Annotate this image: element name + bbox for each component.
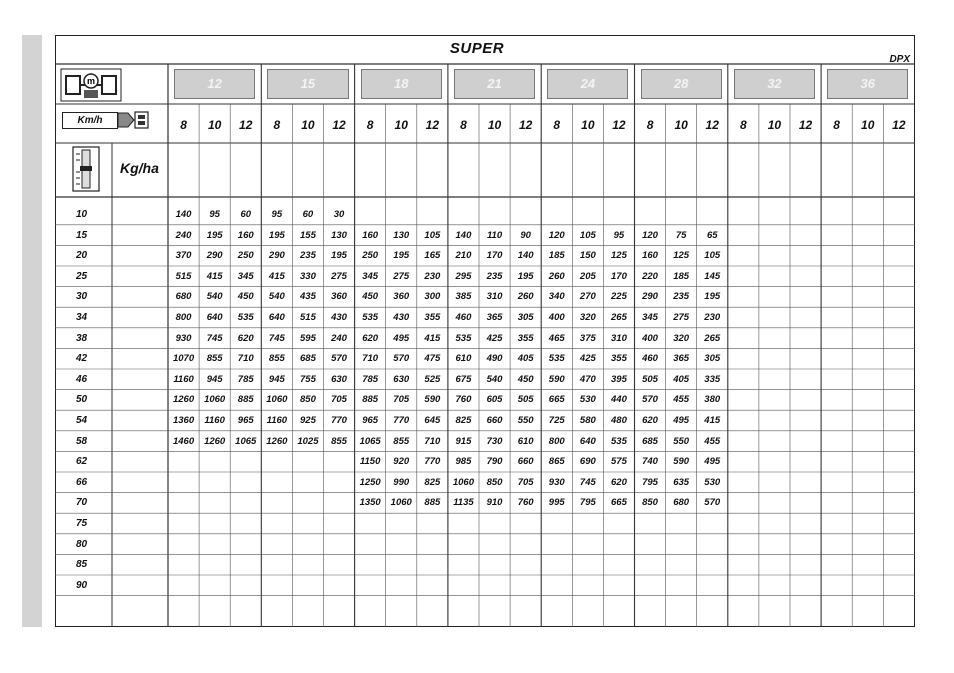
table-cell: 620 xyxy=(642,415,658,426)
table-cell: 300 xyxy=(424,291,441,303)
table-cell: 515 xyxy=(175,270,192,282)
table-cell: 710 xyxy=(362,353,379,365)
table-cell: 160 xyxy=(642,250,658,262)
table-cell: 105 xyxy=(424,229,441,241)
table-cell: 460 xyxy=(455,312,472,323)
table-cell: 220 xyxy=(642,270,658,282)
table-cell: 265 xyxy=(611,312,627,323)
table-cell: 740 xyxy=(642,456,658,468)
speed-header: 12 xyxy=(518,118,533,132)
table-cell: 230 xyxy=(704,312,721,323)
table-cell: 1460 xyxy=(172,435,195,447)
rate-unit-label: Kg/ha xyxy=(120,160,159,176)
table-cell: 425 xyxy=(486,332,503,344)
table-cell: 160 xyxy=(362,229,379,241)
table-cell: 275 xyxy=(331,270,347,282)
table-cell: 165 xyxy=(424,250,441,262)
table-cell: 340 xyxy=(548,291,565,303)
table-cell: 335 xyxy=(704,373,721,385)
table-cell: 795 xyxy=(642,476,658,488)
table-cell: 610 xyxy=(455,353,472,365)
speed-header: 12 xyxy=(892,118,906,132)
table-cell: 705 xyxy=(393,394,410,406)
table-cell: 425 xyxy=(579,353,596,365)
speed-header: 12 xyxy=(612,118,626,132)
table-cell: 30 xyxy=(333,209,345,220)
rate-row-label: 50 xyxy=(76,394,88,406)
speed-header: 10 xyxy=(207,118,222,132)
table-cell: 535 xyxy=(237,312,254,323)
table-cell: 130 xyxy=(393,229,410,241)
table-cell: 1150 xyxy=(359,456,381,468)
table-cell: 570 xyxy=(393,353,410,365)
speed-header: 10 xyxy=(394,118,408,132)
table-cell: 1250 xyxy=(359,476,381,488)
table-cell: 680 xyxy=(175,291,192,303)
table-cell: 265 xyxy=(704,332,721,344)
table-cell: 1260 xyxy=(204,435,226,447)
table-cell: 885 xyxy=(237,394,254,406)
table-cell: 590 xyxy=(673,456,690,468)
speed-header: 8 xyxy=(740,118,747,132)
table-cell: 800 xyxy=(175,312,192,323)
table-cell: 525 xyxy=(424,373,441,385)
table-cell: 770 xyxy=(424,456,441,468)
table-cell: 260 xyxy=(548,270,565,282)
table-cell: 160 xyxy=(237,229,254,241)
table-cell: 495 xyxy=(393,332,410,344)
table-cell: 370 xyxy=(175,250,192,262)
table-cell: 620 xyxy=(237,332,254,344)
table-cell: 755 xyxy=(300,373,316,385)
table-cell: 540 xyxy=(206,291,223,303)
table-cell: 355 xyxy=(611,353,627,365)
width-header-24: 24 xyxy=(547,69,628,99)
table-cell: 570 xyxy=(642,394,658,406)
table-cell: 705 xyxy=(517,476,534,488)
table-cell: 60 xyxy=(302,209,314,220)
table-cell: 320 xyxy=(579,312,596,323)
table-cell: 140 xyxy=(517,250,534,262)
table-cell: 915 xyxy=(455,435,472,447)
table-cell: 745 xyxy=(579,476,596,488)
speed-header: 12 xyxy=(798,118,813,132)
table-cell: 455 xyxy=(704,435,721,447)
rate-row-label: 15 xyxy=(76,229,88,241)
table-cell: 645 xyxy=(424,415,441,426)
table-cell: 710 xyxy=(237,353,254,365)
table-cell: 850 xyxy=(642,497,658,509)
svg-text:m: m xyxy=(86,76,96,86)
table-cell: 105 xyxy=(579,229,596,241)
table-cell: 535 xyxy=(548,353,565,365)
table-cell: 580 xyxy=(579,415,596,426)
table-cell: 515 xyxy=(300,312,316,323)
table-cell: 415 xyxy=(206,270,223,282)
table-cell: 965 xyxy=(362,415,379,426)
speed-header: 10 xyxy=(581,118,595,132)
table-cell: 450 xyxy=(362,291,379,303)
table-cell: 145 xyxy=(704,270,721,282)
table-cell: 65 xyxy=(706,229,718,241)
speed-header: 8 xyxy=(273,118,281,132)
table-cell: 305 xyxy=(517,312,534,323)
table-cell: 550 xyxy=(673,435,690,447)
table-cell: 540 xyxy=(486,373,503,385)
table-cell: 405 xyxy=(517,353,534,365)
table-cell: 365 xyxy=(673,353,690,365)
table-cell: 195 xyxy=(206,229,223,241)
table-cell: 825 xyxy=(424,476,441,488)
table-cell: 1135 xyxy=(453,497,474,509)
table-cell: 530 xyxy=(579,394,596,406)
table-cell: 75 xyxy=(675,229,687,241)
table-cell: 225 xyxy=(611,291,627,303)
table-cell: 360 xyxy=(393,291,410,303)
table-cell: 210 xyxy=(455,250,472,262)
table-cell: 690 xyxy=(579,456,596,468)
table-cell: 155 xyxy=(300,229,316,241)
table-cell: 605 xyxy=(486,394,503,406)
table-cell: 855 xyxy=(206,353,223,365)
speed-header: 12 xyxy=(239,118,253,132)
table-cell: 660 xyxy=(486,415,503,426)
table-cell: 250 xyxy=(362,250,379,262)
rate-row-label: 38 xyxy=(76,332,88,344)
table-cell: 685 xyxy=(300,353,316,365)
table-cell: 95 xyxy=(271,209,283,220)
table-cell: 1070 xyxy=(172,353,195,365)
table-cell: 760 xyxy=(517,497,534,509)
table-cell: 480 xyxy=(611,415,627,426)
table-cell: 930 xyxy=(175,332,192,344)
table-cell: 530 xyxy=(704,476,721,488)
table-cell: 470 xyxy=(579,373,596,385)
table-cell: 475 xyxy=(424,353,441,365)
table-cell: 495 xyxy=(673,415,690,426)
table-cell: 375 xyxy=(579,332,596,344)
rate-row-label: 62 xyxy=(76,456,88,468)
table-cell: 885 xyxy=(362,394,379,406)
rate-row-label: 54 xyxy=(76,415,88,426)
table-cell: 235 xyxy=(673,291,690,303)
table-cell: 665 xyxy=(548,394,565,406)
table-cell: 140 xyxy=(455,229,472,241)
table-cell: 1025 xyxy=(297,435,319,447)
table-cell: 785 xyxy=(237,373,254,385)
table-cell: 985 xyxy=(455,456,472,468)
table-cell: 195 xyxy=(704,291,721,303)
table-cell: 150 xyxy=(579,250,596,262)
table-cell: 195 xyxy=(268,229,285,241)
table-cell: 1160 xyxy=(173,373,194,385)
table-cell: 95 xyxy=(209,209,220,220)
table-cell: 945 xyxy=(268,373,285,385)
rate-row-label: 30 xyxy=(76,291,88,303)
width-header-21: 21 xyxy=(454,69,535,99)
table-cell: 705 xyxy=(331,394,347,406)
table-cell: 1160 xyxy=(266,415,288,426)
table-cell: 430 xyxy=(393,312,410,323)
table-cell: 400 xyxy=(548,312,565,323)
table-cell: 745 xyxy=(268,332,285,344)
table-cell: 920 xyxy=(393,456,410,468)
table-cell: 355 xyxy=(517,332,534,344)
rate-row-label: 10 xyxy=(76,209,88,220)
table-cell: 120 xyxy=(642,229,658,241)
table-cell: 365 xyxy=(486,312,503,323)
table-cell: 685 xyxy=(642,435,658,447)
table-cell: 745 xyxy=(206,332,223,344)
table-cell: 345 xyxy=(237,270,254,282)
width-header-36: 36 xyxy=(827,69,908,99)
table-cell: 305 xyxy=(704,353,721,365)
width-header-18: 18 xyxy=(361,69,442,99)
table-title: SUPER xyxy=(449,40,505,57)
table-cell: 640 xyxy=(579,435,596,447)
rate-row-label: 75 xyxy=(76,518,88,529)
table-cell: 635 xyxy=(673,476,690,488)
table-cell: 925 xyxy=(300,415,316,426)
table-cell: 675 xyxy=(455,373,472,385)
table-cell: 1160 xyxy=(204,415,225,426)
table-cell: 490 xyxy=(486,353,503,365)
table-cell: 665 xyxy=(611,497,627,509)
table-cell: 855 xyxy=(393,435,410,447)
table-cell: 910 xyxy=(486,497,503,509)
table-cell: 415 xyxy=(704,415,721,426)
table-cell: 235 xyxy=(486,270,503,282)
table-cell: 590 xyxy=(548,373,565,385)
table-cell: 310 xyxy=(486,291,503,303)
table-cell: 140 xyxy=(175,209,192,220)
speed-header: 12 xyxy=(425,118,440,132)
speed-header: 8 xyxy=(366,118,374,132)
table-cell: 770 xyxy=(331,415,347,426)
rate-row-label: 70 xyxy=(76,497,88,509)
table-cell: 825 xyxy=(455,415,472,426)
speed-header: 10 xyxy=(301,118,315,132)
rate-row-label: 42 xyxy=(76,353,88,365)
table-cell: 710 xyxy=(424,435,441,447)
table-cell: 465 xyxy=(548,332,565,344)
table-cell: 95 xyxy=(613,229,625,241)
table-cell: 360 xyxy=(331,291,347,303)
table-cell: 320 xyxy=(673,332,690,344)
table-cell: 885 xyxy=(424,497,441,509)
table-cell: 570 xyxy=(331,353,347,365)
table-cell: 1260 xyxy=(266,435,288,447)
table-cell: 535 xyxy=(611,435,627,447)
table-cell: 1350 xyxy=(359,497,381,509)
table-cell: 380 xyxy=(704,394,721,406)
speed-header: 12 xyxy=(705,118,719,132)
table-cell: 1260 xyxy=(172,394,195,406)
table-cell: 945 xyxy=(206,373,223,385)
table-cell: 850 xyxy=(486,476,503,488)
table-cell: 205 xyxy=(579,270,596,282)
width-header-28: 28 xyxy=(641,69,722,99)
table-cell: 170 xyxy=(486,250,503,262)
table-cell: 610 xyxy=(517,435,534,447)
table-cell: 800 xyxy=(548,435,565,447)
rate-row-label: 85 xyxy=(76,559,88,571)
speed-header: 10 xyxy=(487,118,502,132)
table-cell: 295 xyxy=(455,270,472,282)
table-cell: 125 xyxy=(611,250,627,262)
table-cell: 450 xyxy=(517,373,534,385)
table-cell: 415 xyxy=(268,270,285,282)
table-cell: 495 xyxy=(704,456,721,468)
width-header-15: 15 xyxy=(267,69,348,99)
table-cell: 850 xyxy=(300,394,316,406)
table-cell: 195 xyxy=(331,250,347,262)
table-cell: 395 xyxy=(611,373,627,385)
speed-header: 8 xyxy=(180,118,187,132)
table-cell: 1060 xyxy=(204,394,226,406)
table-cell: 345 xyxy=(362,270,379,282)
table-cell: 455 xyxy=(673,394,690,406)
table-cell: 855 xyxy=(268,353,285,365)
table-cell: 795 xyxy=(579,497,596,509)
table-cell: 535 xyxy=(455,332,472,344)
table-cell: 535 xyxy=(362,312,379,323)
table-cell: 1060 xyxy=(390,497,412,509)
rate-row-label: 46 xyxy=(76,373,88,385)
table-cell: 290 xyxy=(268,250,285,262)
table-cell: 385 xyxy=(455,291,472,303)
table-cell: 660 xyxy=(517,456,534,468)
table-cell: 185 xyxy=(673,270,690,282)
page-number: 169 xyxy=(48,354,60,376)
table-cell: 725 xyxy=(548,415,565,426)
table-cell: 110 xyxy=(486,229,503,241)
table-cell: 235 xyxy=(300,250,316,262)
width-header-12: 12 xyxy=(174,69,255,99)
rate-row-label: 66 xyxy=(76,476,88,488)
table-cell: 440 xyxy=(611,394,627,406)
table-cell: 760 xyxy=(455,394,472,406)
table-cell: 195 xyxy=(393,250,410,262)
table-cell: 130 xyxy=(331,229,347,241)
speed-header: 8 xyxy=(646,118,654,132)
rate-row-label: 90 xyxy=(76,579,88,591)
table-cell: 730 xyxy=(486,435,503,447)
table-cell: 785 xyxy=(362,373,379,385)
speed-header: 8 xyxy=(553,118,561,132)
table-cell: 550 xyxy=(517,415,534,426)
table-cell: 415 xyxy=(424,332,441,344)
rate-row-label: 58 xyxy=(76,435,88,447)
table-cell: 570 xyxy=(704,497,721,509)
table-cell: 990 xyxy=(393,476,410,488)
table-cell: 345 xyxy=(642,312,658,323)
table-cell: 170 xyxy=(611,270,627,282)
speed-header: 8 xyxy=(833,118,840,132)
speed-unit-label: Km/h xyxy=(62,112,118,129)
table-cell: 250 xyxy=(237,250,254,262)
table-cell: 1360 xyxy=(172,415,195,426)
table-cell: 995 xyxy=(548,497,565,509)
table-cell: 270 xyxy=(579,291,596,303)
table-cell: 275 xyxy=(673,312,690,323)
table-cell: 240 xyxy=(331,332,347,344)
table-cell: 355 xyxy=(424,312,441,323)
table-cell: 240 xyxy=(175,229,192,241)
table-cell: 790 xyxy=(486,456,503,468)
table-cell: 260 xyxy=(517,291,534,303)
table-cell: 590 xyxy=(424,394,441,406)
table-cell: 310 xyxy=(611,332,627,344)
table-cell: 120 xyxy=(548,229,565,241)
table-cell: 430 xyxy=(331,312,347,323)
table-cell: 400 xyxy=(642,332,658,344)
table-cell: 1065 xyxy=(235,435,257,447)
table-cell: 460 xyxy=(642,353,658,365)
speed-header: 10 xyxy=(767,118,782,132)
table-cell: 965 xyxy=(237,415,254,426)
table-cell: 620 xyxy=(611,476,627,488)
table-cell: 1060 xyxy=(266,394,288,406)
table-cell: 575 xyxy=(611,456,627,468)
table-cell: 865 xyxy=(548,456,565,468)
rate-row-label: 25 xyxy=(76,270,88,282)
table-cell: 505 xyxy=(642,373,658,385)
rate-row-label: 34 xyxy=(76,312,88,323)
rate-row-label: 80 xyxy=(76,538,88,550)
table-cell: 185 xyxy=(548,250,565,262)
table-cell: 540 xyxy=(268,291,285,303)
table-cell: 290 xyxy=(642,291,658,303)
table-cell: 90 xyxy=(520,229,531,241)
speed-header: 10 xyxy=(861,118,875,132)
table-cell: 855 xyxy=(331,435,347,447)
table-cell: 505 xyxy=(517,394,534,406)
table-cell: 105 xyxy=(704,250,721,262)
table-cell: 405 xyxy=(673,373,690,385)
table-cell: 275 xyxy=(393,270,410,282)
table-cell: 125 xyxy=(673,250,690,262)
rate-row-label: 20 xyxy=(76,250,88,262)
table-cell: 630 xyxy=(331,373,347,385)
table-cell: 450 xyxy=(237,291,254,303)
table-cell: 620 xyxy=(362,332,379,344)
speed-header: 10 xyxy=(674,118,688,132)
speed-header: 12 xyxy=(332,118,346,132)
table-cell: 60 xyxy=(240,209,252,220)
speed-header: 8 xyxy=(460,118,467,132)
table-cell: 290 xyxy=(206,250,223,262)
table-cell: 640 xyxy=(206,312,223,323)
table-cell: 630 xyxy=(393,373,410,385)
table-cell: 680 xyxy=(673,497,690,509)
width-header-32: 32 xyxy=(734,69,815,99)
table-cell: 595 xyxy=(300,332,316,344)
table-cell: 230 xyxy=(424,270,441,282)
table-cell: 930 xyxy=(548,476,565,488)
table-cell: 330 xyxy=(300,270,316,282)
table-cell: 435 xyxy=(300,291,316,303)
table-cell: 1065 xyxy=(359,435,381,447)
table-cell: 195 xyxy=(517,270,534,282)
table-cell: 1060 xyxy=(452,476,474,488)
table-cell: 640 xyxy=(268,312,285,323)
model-code: DPX xyxy=(889,54,910,65)
table-cell: 770 xyxy=(393,415,410,426)
